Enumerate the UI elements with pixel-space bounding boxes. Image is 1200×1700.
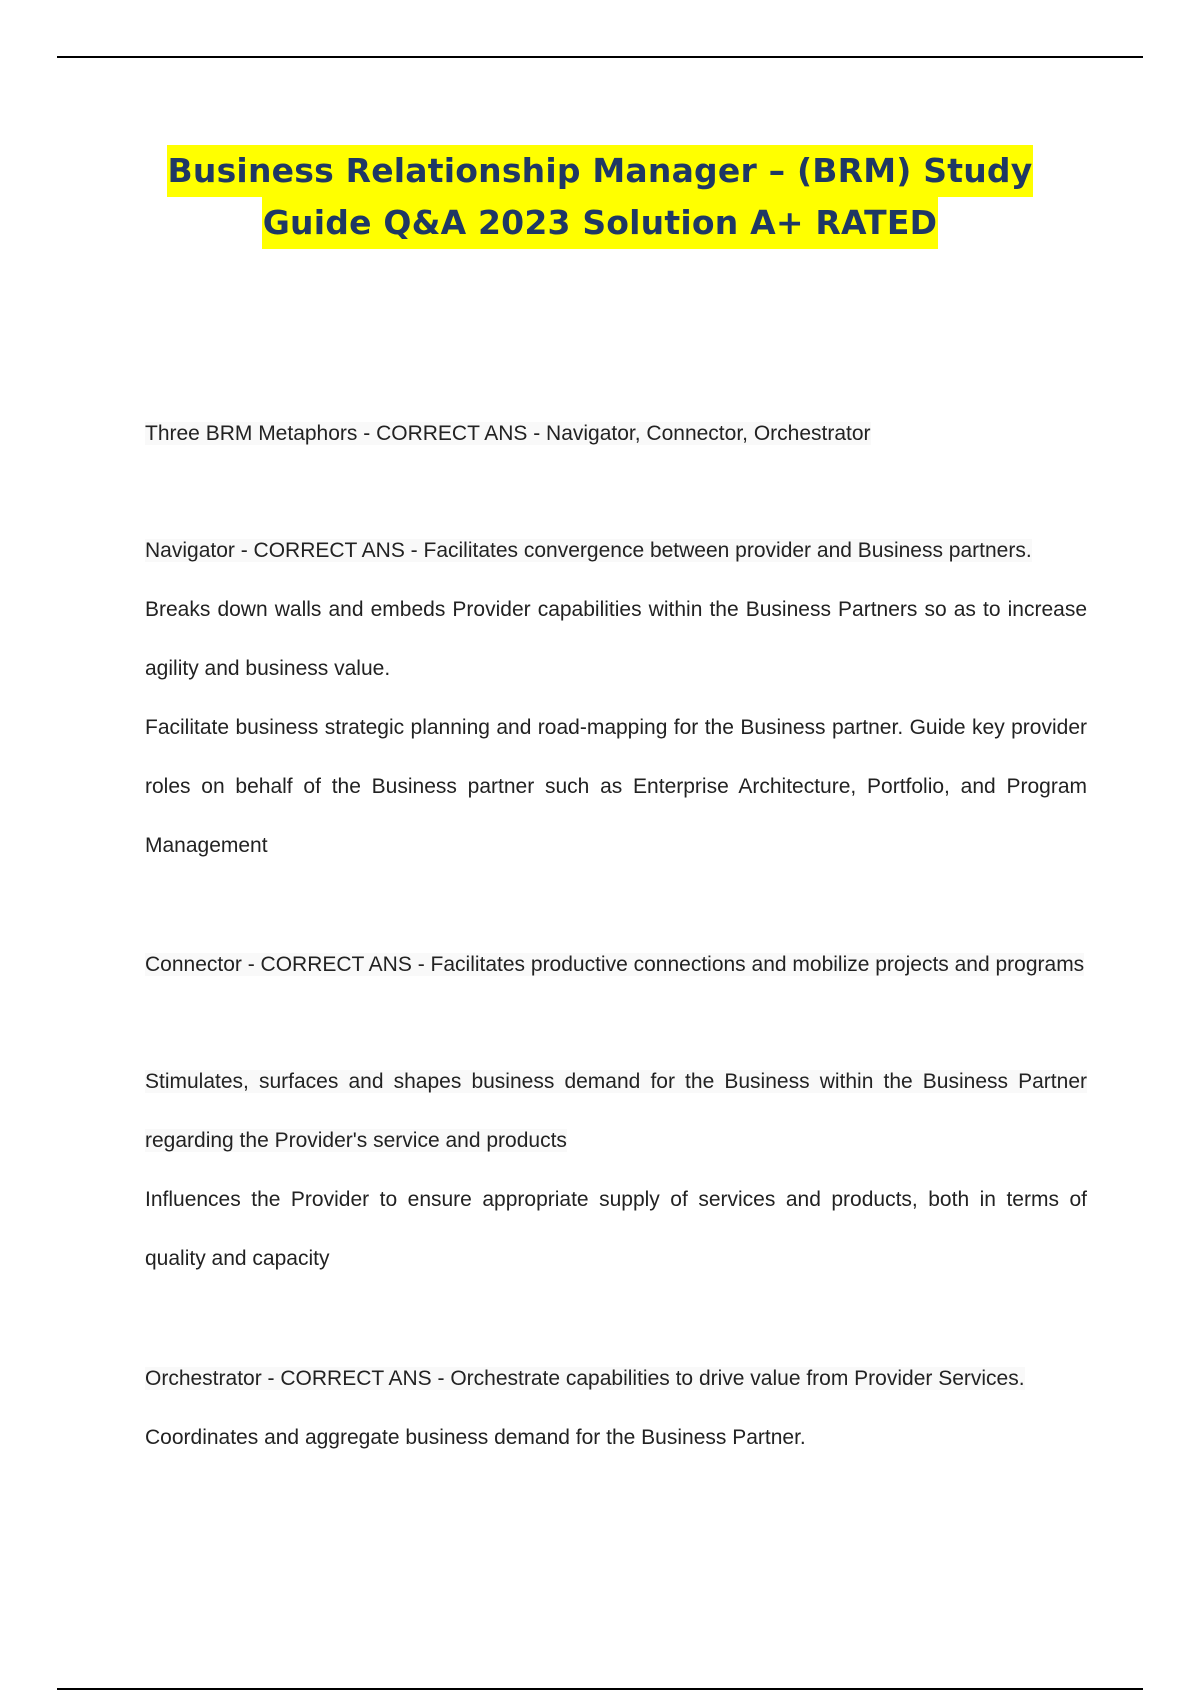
title-line-2: Guide Q&A 2023 Solution A+ RATED <box>262 197 938 249</box>
entry-navigator: Navigator - CORRECT ANS - Facilitates convergence between provider and Business partners. <box>145 539 1032 562</box>
entry-connector-detail-1: Stimulates, surfaces and shapes business demand for the Business within the Business Partner regarding the Provider's service and products <box>145 1070 1087 1152</box>
entry-orchestrator: Orchestrator - CORRECT ANS - Orchestrate capabilities to drive value from Provider Services. <box>145 1367 1025 1390</box>
entry-navigator-detail-1: Breaks down walls and embeds Provider capabilities within the Business Partners so as to increase agility and business value. <box>145 598 1087 680</box>
entry-three-brm-metaphors: Three BRM Metaphors - CORRECT ANS - Navigator, Connector, Orchestrator <box>145 422 871 445</box>
bottom-rule <box>57 1688 1143 1690</box>
title-line-1: Business Relationship Manager – (BRM) Study <box>167 145 1034 197</box>
entry-connector: Connector - CORRECT ANS - Facilitates productive connections and mobilize projects and programs <box>145 953 1085 976</box>
entry-orchestrator-detail: Coordinates and aggregate business demand for the Business Partner. <box>145 1426 806 1449</box>
entry-navigator-detail-2: Facilitate business strategic planning and road-mapping for the Business partner. Guide key provider roles on behalf of the Business partner such as Enterprise Architecture, Portfolio, and Program Management <box>145 716 1087 857</box>
document-title <box>0 145 1200 249</box>
top-rule <box>57 56 1143 58</box>
entry-connector-detail-2: Influences the Provider to ensure appropriate supply of services and products, both in terms of quality and capacity <box>145 1188 1087 1270</box>
